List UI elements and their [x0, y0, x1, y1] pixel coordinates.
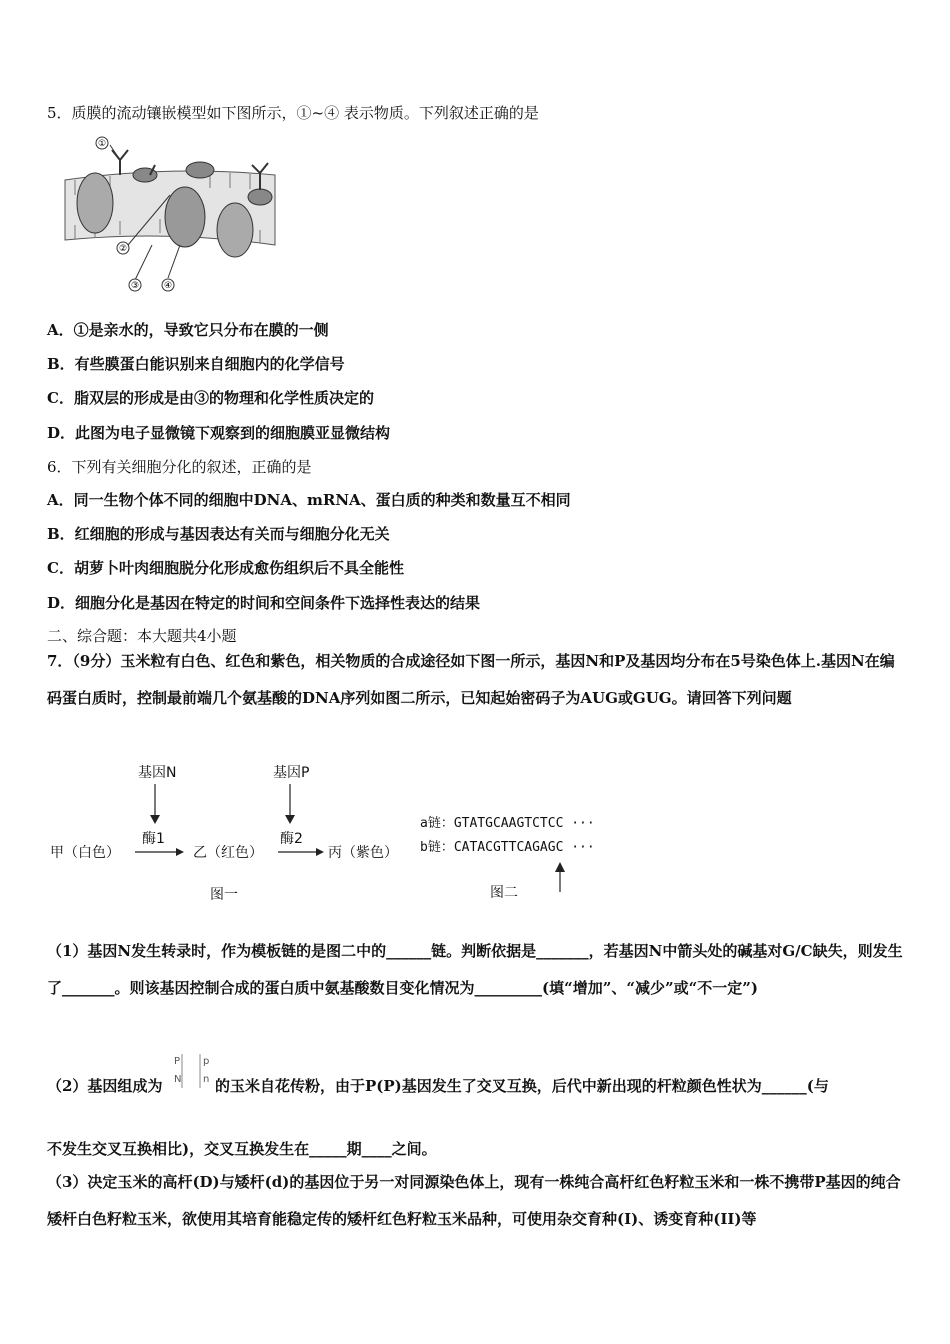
b-strand: b链：CATACGTTCAGAGC ···	[420, 840, 595, 855]
pathway-figure	[50, 760, 420, 910]
section-heading: 二、综合题：本大题共4小题	[47, 627, 237, 645]
q5-stem: 5．质膜的流动镶嵌模型如下图所示，①~④ 表示物质。下列叙述正确的是	[47, 104, 539, 122]
q7-part-2-continued: 不发生交叉互换相比)，交叉互换发生在_____期____之间。	[47, 1140, 437, 1158]
compound-jia: 甲（白色）	[50, 845, 120, 861]
label-3: ③	[130, 281, 140, 291]
dna-figure	[420, 812, 660, 912]
compound-yi: 乙（红色）	[193, 845, 263, 861]
enzyme-2-label: 酶2	[280, 831, 303, 847]
q7-part-2-text: 的玉米自花传粉，由于P(P)基因发生了交叉互换，后代中新出现的杆粒颜色性状为______(与	[215, 1077, 829, 1095]
compound-bing: 丙（紫色）	[328, 845, 398, 861]
figure-2-caption: 图二	[490, 885, 518, 901]
q7-part-3: （3）决定玉米的高杆(D)与矮杆(d)的基因位于另一对同源染色体上，现有一株纯合高杆红色籽粒玉米和一株不携带P基因的纯合矮杆白色籽粒玉米，欲使用其培育能稳定传的矮杆红色籽粒玉米品种，可使用杂交育种(I)、诱变育种(II)等	[47, 1173, 901, 1228]
gene-n-label: 基因N	[138, 765, 177, 781]
q7-stem: 7．（9分）玉米粒有白色、红色和紫色，相关物质的合成途径如下图一所示，基因N和P及基因均分布在5号染色体上.基因N在编码蛋白质时，控制最前端几个氨基酸的DNA序列如图二所示，已知起始密码子为AUG或GUG。请回答下列问题	[47, 652, 895, 707]
q5-option-d: D．此图为电子显微镜下观察到的细胞膜亚显微结构	[47, 424, 391, 442]
q7-part-2-prefix: （2）基因组成为	[47, 1077, 163, 1095]
chrom-n-lower: n	[203, 1074, 210, 1085]
q6-option-a: A．同一生物个体不同的细胞中DNA、mRNA、蛋白质的种类和数量互不相同	[47, 491, 571, 509]
enzyme-1-label: 酶1	[142, 831, 165, 847]
q6-option-c: C．胡萝卜叶肉细胞脱分化形成愈伤组织后不具全能性	[47, 559, 404, 577]
q6-option-d: D．细胞分化是基因在特定的时间和空间条件下选择性表达的结果	[47, 594, 481, 612]
a-strand: a链：GTATGCAAGTCTCC ···	[420, 816, 595, 831]
chrom-n-upper: N	[174, 1074, 182, 1085]
label-2: ②	[118, 244, 128, 254]
q7-part-1: （1）基因N发生转录时，作为模板链的是图二中的______链。判断依据是_______，若基因N中箭头处的碱基对G/C缺失，则发生了_______。则该基因控制合成的蛋白质中氨基酸数目变化情况为_________(填“增加”、“减少”或“不一定”)	[47, 942, 903, 997]
chrom-p-lower: p	[203, 1056, 210, 1067]
figure-1-caption: 图一	[210, 887, 238, 903]
label-1: ①	[97, 139, 107, 149]
q6-stem: 6．下列有关细胞分化的叙述，正确的是	[47, 458, 312, 476]
membrane-figure	[60, 135, 285, 295]
label-4: ④	[163, 281, 173, 291]
q5-option-a: A．①是亲水的，导致它只分布在膜的一侧	[47, 321, 329, 339]
chrom-p-upper: P	[174, 1056, 181, 1067]
chromosome-diagram	[170, 1050, 214, 1092]
gene-p-label: 基因P	[273, 765, 310, 781]
q5-option-c: C．脂双层的形成是由③的物理和化学性质决定的	[47, 389, 374, 407]
q5-option-b: B．有些膜蛋白能识别来自细胞内的化学信号	[47, 355, 345, 373]
q6-option-b: B．红细胞的形成与基因表达有关而与细胞分化无关	[47, 525, 390, 543]
